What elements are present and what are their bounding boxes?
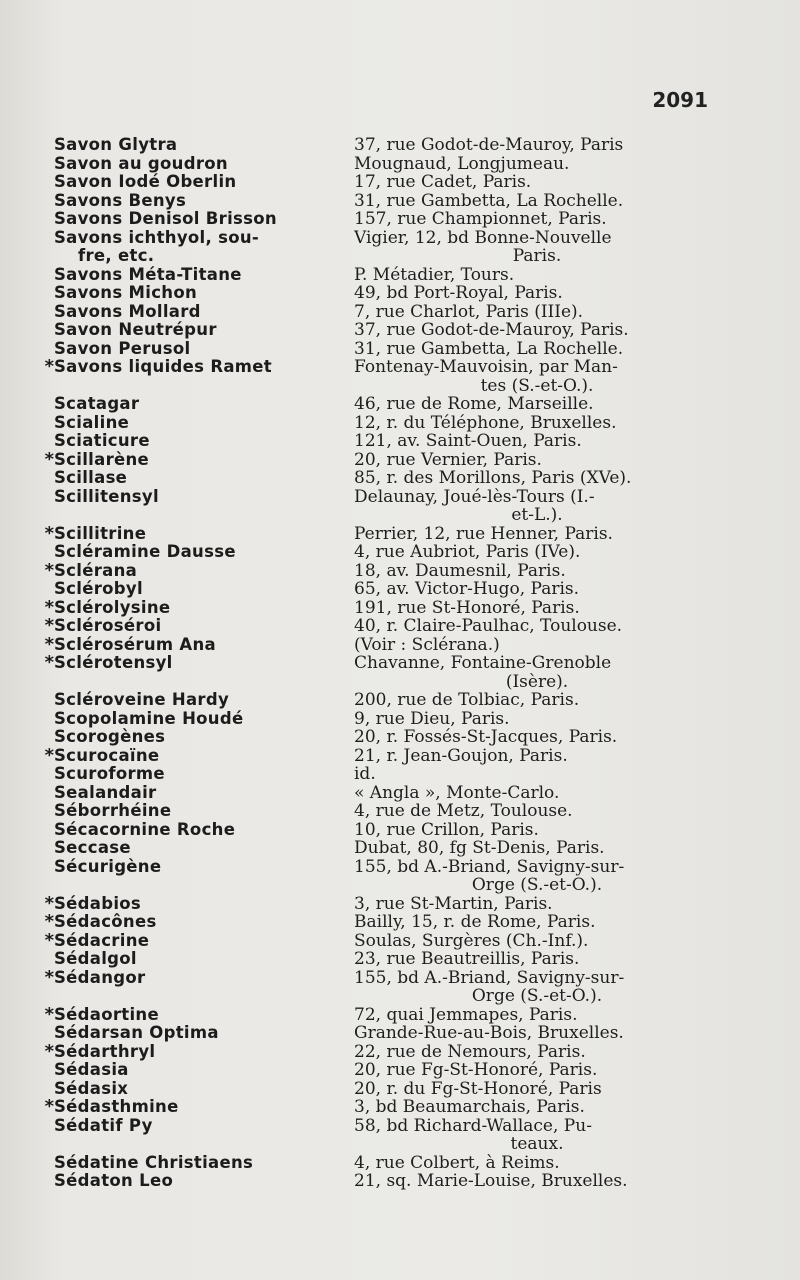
product-name-column bbox=[54, 950, 354, 969]
manufacturer-address: Chavanne, Fontaine-Grenoble bbox=[354, 654, 612, 673]
directory-entry bbox=[40, 173, 720, 192]
entry-marker: * bbox=[44, 596, 54, 618]
address-column bbox=[354, 913, 720, 932]
directory-entry bbox=[40, 469, 720, 488]
directory-entry bbox=[40, 543, 720, 562]
manufacturer-address: 46, rue de Rome, Marseille. bbox=[354, 395, 594, 414]
address-column bbox=[354, 950, 720, 969]
entry-marker: * bbox=[44, 892, 54, 914]
directory-entry bbox=[40, 580, 720, 599]
product-name: Savons Mollard bbox=[54, 302, 201, 321]
directory-entry bbox=[40, 839, 720, 858]
manufacturer-address: 155, bd A.-Briand, Savigny-sur- bbox=[354, 857, 625, 877]
manufacturer-address: P. Métadier, Tours. bbox=[354, 265, 515, 284]
product-name-continuation: fre, etc. bbox=[78, 246, 155, 265]
directory-entry bbox=[40, 654, 720, 691]
product-name: Sciaticure bbox=[54, 432, 150, 450]
manufacturer-address: 4, rue Aubriot, Paris (IVe). bbox=[354, 543, 581, 562]
manufacturer-address: Bailly, 15, r. de Rome, Paris. bbox=[354, 913, 596, 932]
directory-entry bbox=[40, 765, 720, 784]
product-name: Scillitrine bbox=[54, 524, 147, 543]
directory-entry bbox=[40, 858, 720, 895]
address-column bbox=[354, 617, 720, 636]
product-name: Sédacônes bbox=[54, 913, 157, 931]
product-name: Sédabios bbox=[54, 894, 142, 913]
manufacturer-address: 37, rue Godot-de-Mauroy, Paris bbox=[354, 136, 624, 155]
address-column bbox=[354, 654, 720, 691]
address-column bbox=[354, 691, 720, 710]
product-name-column bbox=[54, 765, 354, 784]
product-name-column bbox=[54, 802, 354, 821]
entry-marker: * bbox=[44, 652, 54, 673]
address-column bbox=[354, 192, 720, 211]
address-column bbox=[354, 266, 720, 285]
product-name-column bbox=[54, 839, 354, 858]
product-name-column bbox=[54, 895, 354, 914]
product-name: Sédaton Leo bbox=[54, 1172, 174, 1190]
product-name: Sédasia bbox=[54, 1061, 129, 1079]
product-name: Sédatif Py bbox=[54, 1116, 153, 1135]
page-number: 2091 bbox=[652, 88, 708, 112]
directory-entry bbox=[40, 950, 720, 969]
entry-marker: * bbox=[44, 1096, 54, 1117]
entry-marker: * bbox=[44, 929, 54, 951]
manufacturer-address: 65, av. Victor-Hugo, Paris. bbox=[354, 580, 580, 599]
product-name: Sédatine Christiaens bbox=[54, 1153, 254, 1172]
address-column bbox=[354, 932, 720, 951]
entry-marker: * bbox=[44, 522, 54, 544]
manufacturer-address: 20, rue Fg-St-Honoré, Paris. bbox=[354, 1061, 598, 1080]
directory-entry bbox=[40, 303, 720, 322]
product-name: Sédarsan Optima bbox=[54, 1024, 219, 1042]
product-name: Scurocaïne bbox=[54, 746, 160, 765]
product-name-column bbox=[54, 173, 354, 192]
manufacturer-address: 21, r. Jean-Goujon, Paris. bbox=[354, 746, 568, 765]
manufacturer-address-continuation: (Isère). bbox=[505, 671, 569, 691]
manufacturer-address: 20, r. Fossés-St-Jacques, Paris. bbox=[354, 728, 618, 747]
directory-entry bbox=[40, 1040, 720, 1062]
address-column bbox=[354, 562, 720, 581]
product-name: Sédasix bbox=[54, 1079, 129, 1098]
directory-entry bbox=[40, 210, 720, 229]
manufacturer-address: 3, rue St-Martin, Paris. bbox=[354, 894, 553, 913]
directory-entry bbox=[40, 784, 720, 803]
directory-entry bbox=[40, 266, 720, 285]
product-name-column bbox=[54, 1154, 354, 1173]
directory-entry bbox=[40, 284, 720, 303]
product-name: Savon au goudron bbox=[54, 154, 228, 173]
product-name: Scillase bbox=[54, 469, 128, 487]
directory-entry bbox=[40, 340, 720, 359]
directory-entry bbox=[40, 321, 720, 340]
directory-entry bbox=[40, 1154, 720, 1173]
directory-entry bbox=[40, 1080, 720, 1099]
address-column bbox=[354, 802, 720, 821]
address-column bbox=[354, 155, 720, 174]
manufacturer-address: 121, av. Saint-Ouen, Paris. bbox=[354, 432, 582, 451]
product-name: Sédalgol bbox=[54, 950, 137, 968]
directory-entry bbox=[40, 913, 720, 932]
manufacturer-address-continuation: teaux. bbox=[510, 1134, 564, 1154]
manufacturer-address: 10, rue Crillon, Paris. bbox=[354, 820, 539, 839]
directory-entry bbox=[40, 1117, 720, 1154]
product-name-column bbox=[54, 432, 354, 451]
address-column bbox=[354, 765, 720, 784]
product-name-column bbox=[54, 414, 354, 433]
product-name-column bbox=[54, 932, 354, 951]
address-column bbox=[354, 358, 720, 395]
address-column bbox=[354, 1154, 720, 1173]
product-name-column bbox=[54, 913, 354, 932]
directory-entry bbox=[40, 1024, 720, 1043]
product-name-column bbox=[54, 636, 354, 655]
manufacturer-address: 12, r. du Téléphone, Bruxelles. bbox=[354, 413, 617, 432]
directory-entry bbox=[40, 414, 720, 433]
manufacturer-address: id. bbox=[354, 765, 376, 784]
product-name-column bbox=[54, 469, 354, 488]
manufacturer-address: 20, rue Vernier, Paris. bbox=[354, 450, 542, 469]
directory-entry bbox=[40, 633, 720, 655]
product-name-column bbox=[54, 1061, 354, 1080]
product-name: Sécurigène bbox=[54, 857, 162, 876]
address-column bbox=[354, 1061, 720, 1080]
manufacturer-address-continuation: et-L.). bbox=[511, 505, 563, 525]
product-name-column bbox=[54, 395, 354, 414]
address-column bbox=[354, 395, 720, 414]
manufacturer-address-continuation: Orge (S.-et-O.). bbox=[471, 986, 603, 1006]
directory-entry bbox=[40, 448, 720, 470]
product-name: Savons Benys bbox=[54, 191, 187, 210]
manufacturer-address: 40, r. Claire-Paulhac, Toulouse. bbox=[354, 617, 623, 636]
address-column bbox=[354, 636, 720, 655]
manufacturer-address: 3, bd Beaumarchais, Paris. bbox=[354, 1098, 585, 1117]
manufacturer-address: Fontenay-Mauvoisin, par Man- bbox=[354, 358, 618, 377]
manufacturer-address: « Angla », Monte-Carlo. bbox=[354, 783, 560, 802]
manufacturer-address: 31, rue Gambetta, La Rochelle. bbox=[354, 339, 624, 358]
directory-entry bbox=[40, 596, 720, 618]
product-name: Savons Denisol Brisson bbox=[54, 210, 277, 228]
manufacturer-address-continuation: Paris. bbox=[512, 246, 562, 266]
address-column bbox=[354, 1098, 720, 1117]
product-name: Savons liquides Ramet bbox=[54, 358, 272, 376]
directory-entry bbox=[40, 929, 720, 951]
directory-entry bbox=[40, 559, 720, 581]
directory-entry bbox=[40, 1098, 720, 1117]
address-column bbox=[354, 210, 720, 229]
address-column bbox=[354, 1117, 720, 1154]
entry-marker: * bbox=[44, 911, 54, 932]
address-column bbox=[354, 340, 720, 359]
address-column bbox=[354, 173, 720, 192]
product-name-column bbox=[54, 1006, 354, 1025]
address-column bbox=[354, 432, 720, 451]
product-name: Sclérana bbox=[54, 561, 138, 580]
product-name: Savons Méta-Titane bbox=[54, 265, 242, 284]
directory-entry bbox=[40, 358, 720, 395]
manufacturer-address: 58, bd Richard-Wallace, Pu- bbox=[354, 1116, 592, 1136]
product-name: Scléramine Dausse bbox=[54, 543, 236, 561]
product-name: Sédasthmine bbox=[54, 1098, 179, 1116]
product-name-column bbox=[54, 728, 354, 747]
product-name-column bbox=[54, 155, 354, 174]
directory-entry bbox=[40, 1061, 720, 1080]
manufacturer-address: 17, rue Cadet, Paris. bbox=[354, 173, 532, 192]
product-name: Scopolamine Houdé bbox=[54, 709, 244, 728]
address-column bbox=[354, 525, 720, 544]
address-column bbox=[354, 451, 720, 470]
product-name-column bbox=[54, 340, 354, 359]
product-name: Scillarène bbox=[54, 450, 150, 469]
directory-entry bbox=[40, 710, 720, 729]
address-column bbox=[354, 284, 720, 303]
product-name: Scléroveine Hardy bbox=[54, 691, 230, 709]
product-name: Scialine bbox=[54, 413, 130, 432]
address-column bbox=[354, 1024, 720, 1043]
product-name-column bbox=[54, 1172, 354, 1191]
product-name-column bbox=[54, 969, 354, 988]
address-column bbox=[354, 728, 720, 747]
product-name-column bbox=[54, 821, 354, 840]
product-name-column bbox=[54, 691, 354, 710]
product-name: Sédaortine bbox=[54, 1005, 159, 1024]
directory-entry bbox=[40, 522, 720, 544]
entry-marker: * bbox=[44, 633, 54, 655]
product-name: Sédacrine bbox=[54, 931, 150, 950]
address-column bbox=[354, 543, 720, 562]
product-name: Scatagar bbox=[54, 395, 140, 413]
address-column bbox=[354, 784, 720, 803]
manufacturer-address: Soulas, Surgères (Ch.-Inf.). bbox=[354, 931, 589, 950]
directory-entry bbox=[40, 1003, 720, 1025]
address-column bbox=[354, 599, 720, 618]
address-column bbox=[354, 858, 720, 895]
product-name-column bbox=[54, 1098, 354, 1117]
product-name-column bbox=[54, 1043, 354, 1062]
directory-entry bbox=[40, 488, 720, 525]
entry-marker: * bbox=[44, 1040, 54, 1062]
entry-marker: * bbox=[44, 744, 54, 766]
product-name-column bbox=[54, 229, 354, 266]
product-name-column bbox=[54, 1080, 354, 1099]
product-name: Sécacornine Roche bbox=[54, 820, 236, 839]
address-column bbox=[354, 1006, 720, 1025]
directory-entry bbox=[40, 192, 720, 211]
product-name: Savon Neutrépur bbox=[54, 321, 217, 339]
product-name: Seccase bbox=[54, 839, 131, 857]
entry-marker: * bbox=[44, 356, 54, 377]
manufacturer-address: Vigier, 12, bd Bonne-Nouvelle bbox=[354, 228, 612, 248]
address-column bbox=[354, 414, 720, 433]
product-name: Savons ichthyol, sou- bbox=[54, 228, 260, 247]
product-name-column bbox=[54, 710, 354, 729]
manufacturer-address: 4, rue de Metz, Toulouse. bbox=[354, 802, 573, 821]
product-name-column bbox=[54, 284, 354, 303]
address-column bbox=[354, 821, 720, 840]
product-name: Sealandair bbox=[54, 783, 157, 802]
product-name-column bbox=[54, 525, 354, 544]
entry-marker: * bbox=[44, 615, 54, 636]
entry-marker: * bbox=[44, 559, 54, 581]
product-name: Savons Michon bbox=[54, 284, 198, 302]
directory-entry bbox=[40, 1172, 720, 1191]
manufacturer-address: (Voir : Sclérana.) bbox=[354, 635, 500, 654]
directory-entry bbox=[40, 395, 720, 414]
address-column bbox=[354, 229, 720, 266]
address-column bbox=[354, 969, 720, 1006]
manufacturer-address: 191, rue St-Honoré, Paris. bbox=[354, 598, 580, 617]
product-name: Savon Glytra bbox=[54, 136, 178, 154]
product-name-column bbox=[54, 617, 354, 636]
directory-entry bbox=[40, 821, 720, 840]
directory-entry bbox=[40, 802, 720, 821]
address-column bbox=[354, 580, 720, 599]
product-name-column bbox=[54, 784, 354, 803]
directory-entry bbox=[40, 155, 720, 174]
product-name: Sédarthryl bbox=[54, 1042, 156, 1061]
address-column bbox=[354, 1043, 720, 1062]
address-column bbox=[354, 895, 720, 914]
manufacturer-address-continuation: tes (S.-et-O.). bbox=[480, 375, 594, 395]
manufacturer-address-continuation: Orge (S.-et-O.). bbox=[471, 875, 603, 895]
manufacturer-address: 7, rue Charlot, Paris (IIIe). bbox=[354, 302, 584, 321]
directory-entry bbox=[40, 892, 720, 914]
manufacturer-address: 22, rue de Nemours, Paris. bbox=[354, 1042, 586, 1061]
manufacturer-address: 20, r. du Fg-St-Honoré, Paris bbox=[354, 1079, 602, 1098]
address-column bbox=[354, 839, 720, 858]
product-name-column bbox=[54, 1117, 354, 1136]
directory-entry bbox=[40, 136, 720, 155]
manufacturer-address: 18, av. Daumesnil, Paris. bbox=[354, 561, 566, 580]
product-name: Sclérotensyl bbox=[54, 654, 173, 672]
directory-entry bbox=[40, 617, 720, 636]
manufacturer-address: 23, rue Beautreillis, Paris. bbox=[354, 950, 580, 969]
product-name: Sclérobyl bbox=[54, 580, 143, 598]
directory-entry bbox=[40, 432, 720, 451]
manufacturer-address: 72, quai Jemmapes, Paris. bbox=[354, 1005, 578, 1024]
address-column bbox=[354, 136, 720, 155]
directory-entry bbox=[40, 966, 720, 1006]
product-name: Sédangor bbox=[54, 968, 146, 987]
manufacturer-address: Dubat, 80, fg St-Denis, Paris. bbox=[354, 839, 605, 858]
product-name-column bbox=[54, 580, 354, 599]
address-column bbox=[354, 321, 720, 340]
product-name-column bbox=[54, 303, 354, 322]
address-column bbox=[354, 710, 720, 729]
manufacturer-address: 155, bd A.-Briand, Savigny-sur- bbox=[354, 968, 625, 988]
manufacturer-address: 157, rue Championnet, Paris. bbox=[354, 210, 607, 229]
product-name: Scorogènes bbox=[54, 728, 166, 746]
entry-marker: * bbox=[44, 966, 54, 988]
product-name-column bbox=[54, 599, 354, 618]
product-name-column bbox=[54, 321, 354, 340]
address-column bbox=[354, 303, 720, 322]
manufacturer-address: Mougnaud, Longjumeau. bbox=[354, 154, 570, 173]
manufacturer-address: 85, r. des Morillons, Paris (XVe). bbox=[354, 469, 632, 488]
manufacturer-address: Grande-Rue-au-Bois, Bruxelles. bbox=[354, 1024, 624, 1043]
entries-list bbox=[40, 136, 720, 1191]
product-name: Scillitensyl bbox=[54, 487, 159, 506]
product-name-column bbox=[54, 266, 354, 285]
product-name: Scuroforme bbox=[54, 765, 165, 783]
product-name-column bbox=[54, 451, 354, 470]
directory-entry bbox=[40, 744, 720, 766]
manufacturer-address: 4, rue Colbert, à Reims. bbox=[354, 1153, 560, 1172]
address-column bbox=[354, 747, 720, 766]
address-column bbox=[354, 469, 720, 488]
product-name-column bbox=[54, 358, 354, 377]
product-name-column bbox=[54, 136, 354, 155]
manufacturer-address: Perrier, 12, rue Henner, Paris. bbox=[354, 524, 613, 543]
directory-entry bbox=[40, 691, 720, 710]
product-name-column bbox=[54, 858, 354, 877]
manufacturer-address: 200, rue de Tolbiac, Paris. bbox=[354, 691, 580, 710]
manufacturer-address: 37, rue Godot-de-Mauroy, Paris. bbox=[354, 321, 629, 340]
address-column bbox=[354, 1172, 720, 1191]
product-name-column bbox=[54, 192, 354, 211]
product-name: Savon Iodé Oberlin bbox=[54, 173, 237, 191]
product-name-column bbox=[54, 488, 354, 507]
directory-entry bbox=[40, 728, 720, 747]
manufacturer-address: 49, bd Port-Royal, Paris. bbox=[354, 284, 563, 303]
manufacturer-address: 31, rue Gambetta, La Rochelle. bbox=[354, 191, 624, 210]
entry-marker: * bbox=[44, 1003, 54, 1025]
address-column bbox=[354, 1080, 720, 1099]
product-name-column bbox=[54, 562, 354, 581]
product-name-column bbox=[54, 654, 354, 673]
product-name: Scléroséroi bbox=[54, 617, 162, 635]
product-name-column bbox=[54, 543, 354, 562]
product-name: Sclérosérum Ana bbox=[54, 635, 216, 654]
product-name-column bbox=[54, 747, 354, 766]
product-name: Sclérolysine bbox=[54, 598, 171, 617]
directory-entry bbox=[40, 229, 720, 266]
product-name: Savon Perusol bbox=[54, 339, 191, 358]
manufacturer-address: 21, sq. Marie-Louise, Bruxelles. bbox=[354, 1172, 628, 1191]
entry-marker: * bbox=[44, 448, 54, 470]
product-name-column bbox=[54, 210, 354, 229]
manufacturer-address: Delaunay, Joué-lès-Tours (I.- bbox=[354, 487, 595, 507]
product-name-column bbox=[54, 1024, 354, 1043]
address-column bbox=[354, 488, 720, 525]
manufacturer-address: 9, rue Dieu, Paris. bbox=[354, 709, 510, 728]
product-name: Séborrhéine bbox=[54, 802, 172, 820]
